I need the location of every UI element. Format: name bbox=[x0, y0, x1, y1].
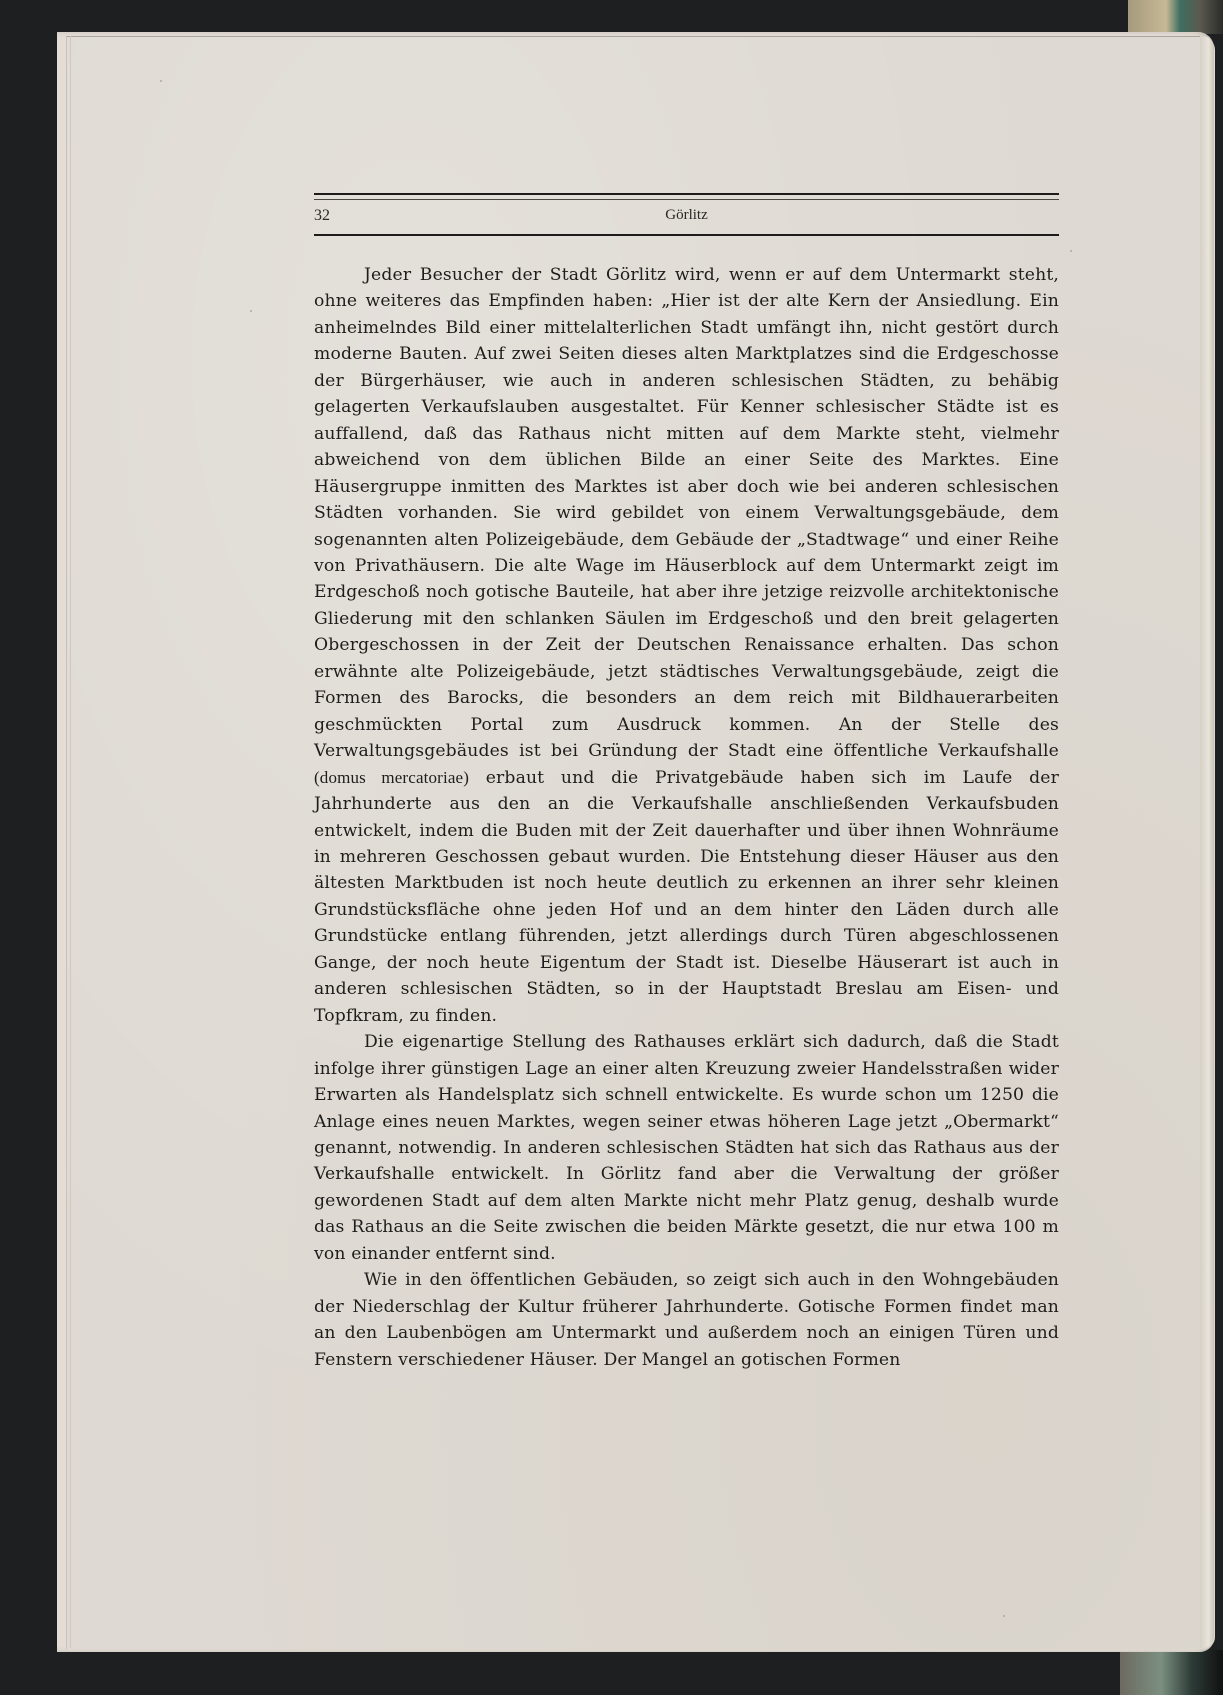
paragraph-text: Wie in den öffentlichen Gebäuden, so zeigt sich auch in den Wohngebäuden der Niederschlag der Kultur früherer Jahrhunderte. Gotische Formen findet man an den Laubenbögen am Untermarkt und außerdem noch an einigen Türen und Fenstern verschiedener Häuser. Der Mangel an gotischen Formen bbox=[314, 1270, 1059, 1370]
running-head bbox=[314, 193, 1059, 237]
paper-speck bbox=[160, 80, 162, 82]
paper-speck bbox=[250, 310, 252, 312]
scan-background-bottom-right bbox=[1120, 1650, 1223, 1695]
page-number: 32 bbox=[314, 207, 330, 224]
paragraph-text: erbaut und die Privatgebäude haben sich im Laufe der Jahrhunderte aus den an die Verkaufshalle anschließenden Verkaufsbuden entwickelt, indem die Buden mit der Zeit dauerhafter und über ihnen Wohnräume in mehreren Geschossen gebaut wurden. Die Entstehung dieser Häuser aus den ältesten Marktbuden ist noch heute deutlich zu erkennen an ihrer sehr kleinen Grundstücksfläche ohne jeden Hof und an dem hinter den Läden durch alle Grundstücke entlang führenden, jetzt allerdings durch Türen abgeschlossenen Gange, der noch heute Eigentum der Stadt ist. Dieselbe Häuserart ist auch in anderen schlesischen Städten, so in der Hauptstadt Breslau am Eisen- und Topfkram, zu finden. bbox=[314, 767, 1059, 1026]
paper-speck bbox=[1003, 1615, 1005, 1617]
paper-speck bbox=[1070, 250, 1072, 252]
latin-term: (domus mercatoriae) bbox=[314, 767, 470, 787]
body-text bbox=[314, 262, 1059, 1373]
scan-background-top-right bbox=[1128, 0, 1223, 34]
header-rule-bottom bbox=[314, 234, 1059, 236]
header-rule-top bbox=[314, 193, 1059, 195]
paragraph bbox=[314, 1029, 1059, 1267]
page-right-edge bbox=[1200, 36, 1214, 1648]
header-rule-top-thin bbox=[314, 199, 1059, 200]
paragraph bbox=[314, 262, 1059, 1029]
running-title: Görlitz bbox=[665, 207, 708, 223]
paragraph bbox=[314, 1267, 1059, 1373]
paragraph-text: Die eigenartige Stellung des Rathauses erklärt sich dadurch, daß die Stadt infolge ihrer günstigen Lage an einer alten Kreuzung zweier Handelsstraßen wider Erwarten als Handelsplatz sich schnell entwickelte. Es wurde schon um 1250 die Anlage eines neuen Marktes, wegen seiner etwas höheren Lage jetzt „Obermarkt“ genannt, notwendig. In anderen schlesischen Städten hat sich das Rathaus aus der Verkaufshalle entwickelt. In Görlitz fand aber die Verwaltung der größer gewordenen Stadt auf dem alten Markte nicht mehr Platz genug, deshalb wurde das Rathaus an die Seite zwischen die beiden Märkte gesetzt, die nur etwa 100 m von einander entfernt sind. bbox=[314, 1032, 1059, 1264]
page-edge-line bbox=[70, 36, 71, 1648]
paragraph-text: Jeder Besucher der Stadt Görlitz wird, wenn er auf dem Untermarkt steht, ohne weiteres das Empfinden haben: „Hier ist der alte Kern der Ansiedlung. Ein anheimelndes Bild einer mittelalterlichen Stadt umfängt ihn, nicht gestört durch moderne Bauten. Auf zwei Seiten dieses alten Marktplatzes sind die Erdgeschosse der Bürgerhäuser, wie auch in anderen schlesischen Städten, zu behäbig gelagerten Verkaufslauben ausgestaltet. Für Kenner schlesischer Städte ist es auffallend, daß das Rathaus nicht mitten auf dem Markte steht, vielmehr abweichend von dem üblichen Bilde an einer Seite des Marktes. Eine Häusergruppe inmitten des Marktes ist aber doch wie bei anderen schlesischen Städten vorhanden. Sie wird gebildet von einem Verwaltungsgebäude, dem sogenannten alten Polizeigebäude, dem Gebäude der „Stadtwage“ und einer Reihe von Privathäusern. Die alte Wage im Häuserblock auf dem Untermarkt zeigt im Erdgeschoß noch gotische Bauteile, hat aber ihre jetzige reizvolle architektonische Gliederung mit den schlanken Säulen im Erdgeschoß und den breit gelagerten Obergeschossen in der Zeit der Deutschen Renaissance erhalten. Das schon erwähnte alte Polizeigebäude, jetzt städtisches Verwaltungsgebäude, zeigt die Formen des Barocks, die besonders an dem reich mit Bildhauerarbeiten geschmückten Portal zum Ausdruck kommen. An der Stelle des Verwaltungsgebäudes ist bei Gründung der Stadt eine öffentliche Verkaufshalle bbox=[314, 265, 1059, 762]
